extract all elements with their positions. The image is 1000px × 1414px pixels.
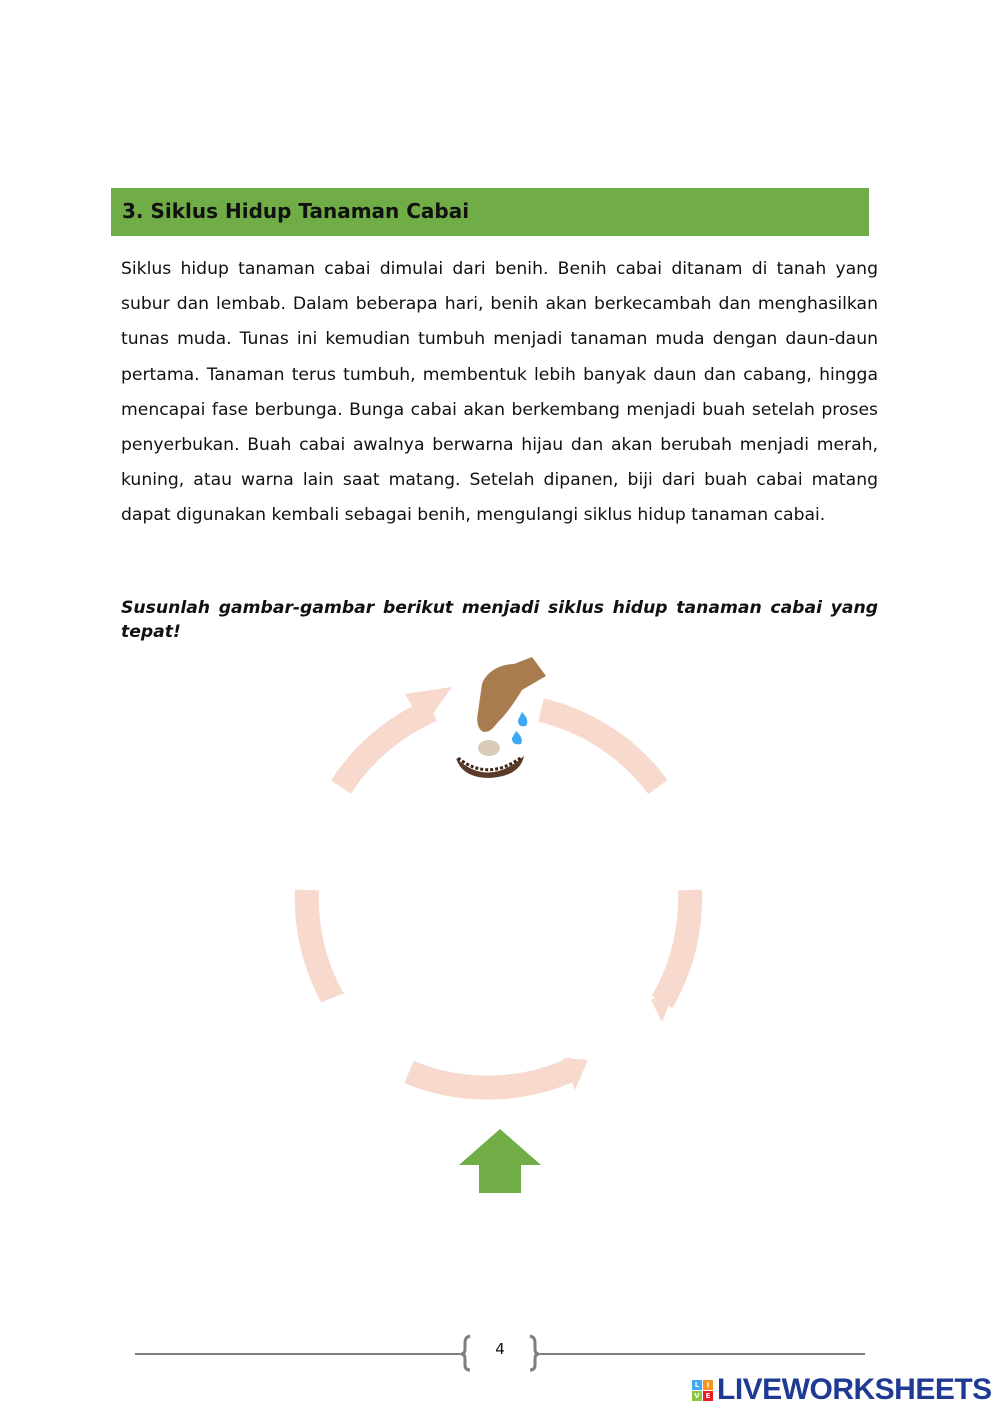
footer-line-right	[535, 1353, 865, 1355]
liveworksheets-logo-text: LIVEWORKSHEETS	[717, 1373, 992, 1406]
body-paragraph: Siklus hidup tanaman cabai dimulai dari benih. Benih cabai ditanam di tanah yang subur dan lembab. Dalam beberapa hari, benih akan berkecambah dan menghasilkan tunas muda. Tunas ini kemudian tumbuh menjadi tanaman muda dengan daun-daun pertama. Tanaman terus tumbuh, membentuk lebih banyak daun dan cabang, hingga mencapai fase berbunga. Bunga cabai akan berkembang menjadi buah setelah proses penyerbukan. Buah cabai awalnya berwarna hijau dan akan berubah menjadi merah, kuning, atau warna lain saat matang. Setelah dipanen, biji dari buah cabai matang dapat digunakan kembali sebagai benih, mengulangi siklus hidup tanaman cabai.	[121, 259, 878, 526]
cycle-arrow-top-left	[341, 687, 452, 787]
cycle-arrow-right	[651, 890, 690, 1022]
up-arrow-icon	[459, 1129, 541, 1193]
liveworksheets-logo-icon: L I V E	[692, 1380, 713, 1401]
liveworksheets-logo[interactable]	[692, 1372, 992, 1408]
page-number: 4	[495, 1340, 505, 1358]
footer-line-left	[135, 1353, 465, 1355]
cycle-arrow-bottom	[409, 1058, 588, 1090]
section-title: 3. Siklus Hidup Tanaman Cabai	[122, 199, 470, 223]
cycle-arrow-left	[307, 890, 345, 1002]
hand-planting-seed-icon[interactable]	[456, 657, 546, 778]
cycle-arrow-top-right	[541, 710, 658, 787]
instruction-text: Susunlah gambar-gambar berikut menjadi siklus hidup tanaman cabai yang tepat!	[121, 598, 878, 642]
